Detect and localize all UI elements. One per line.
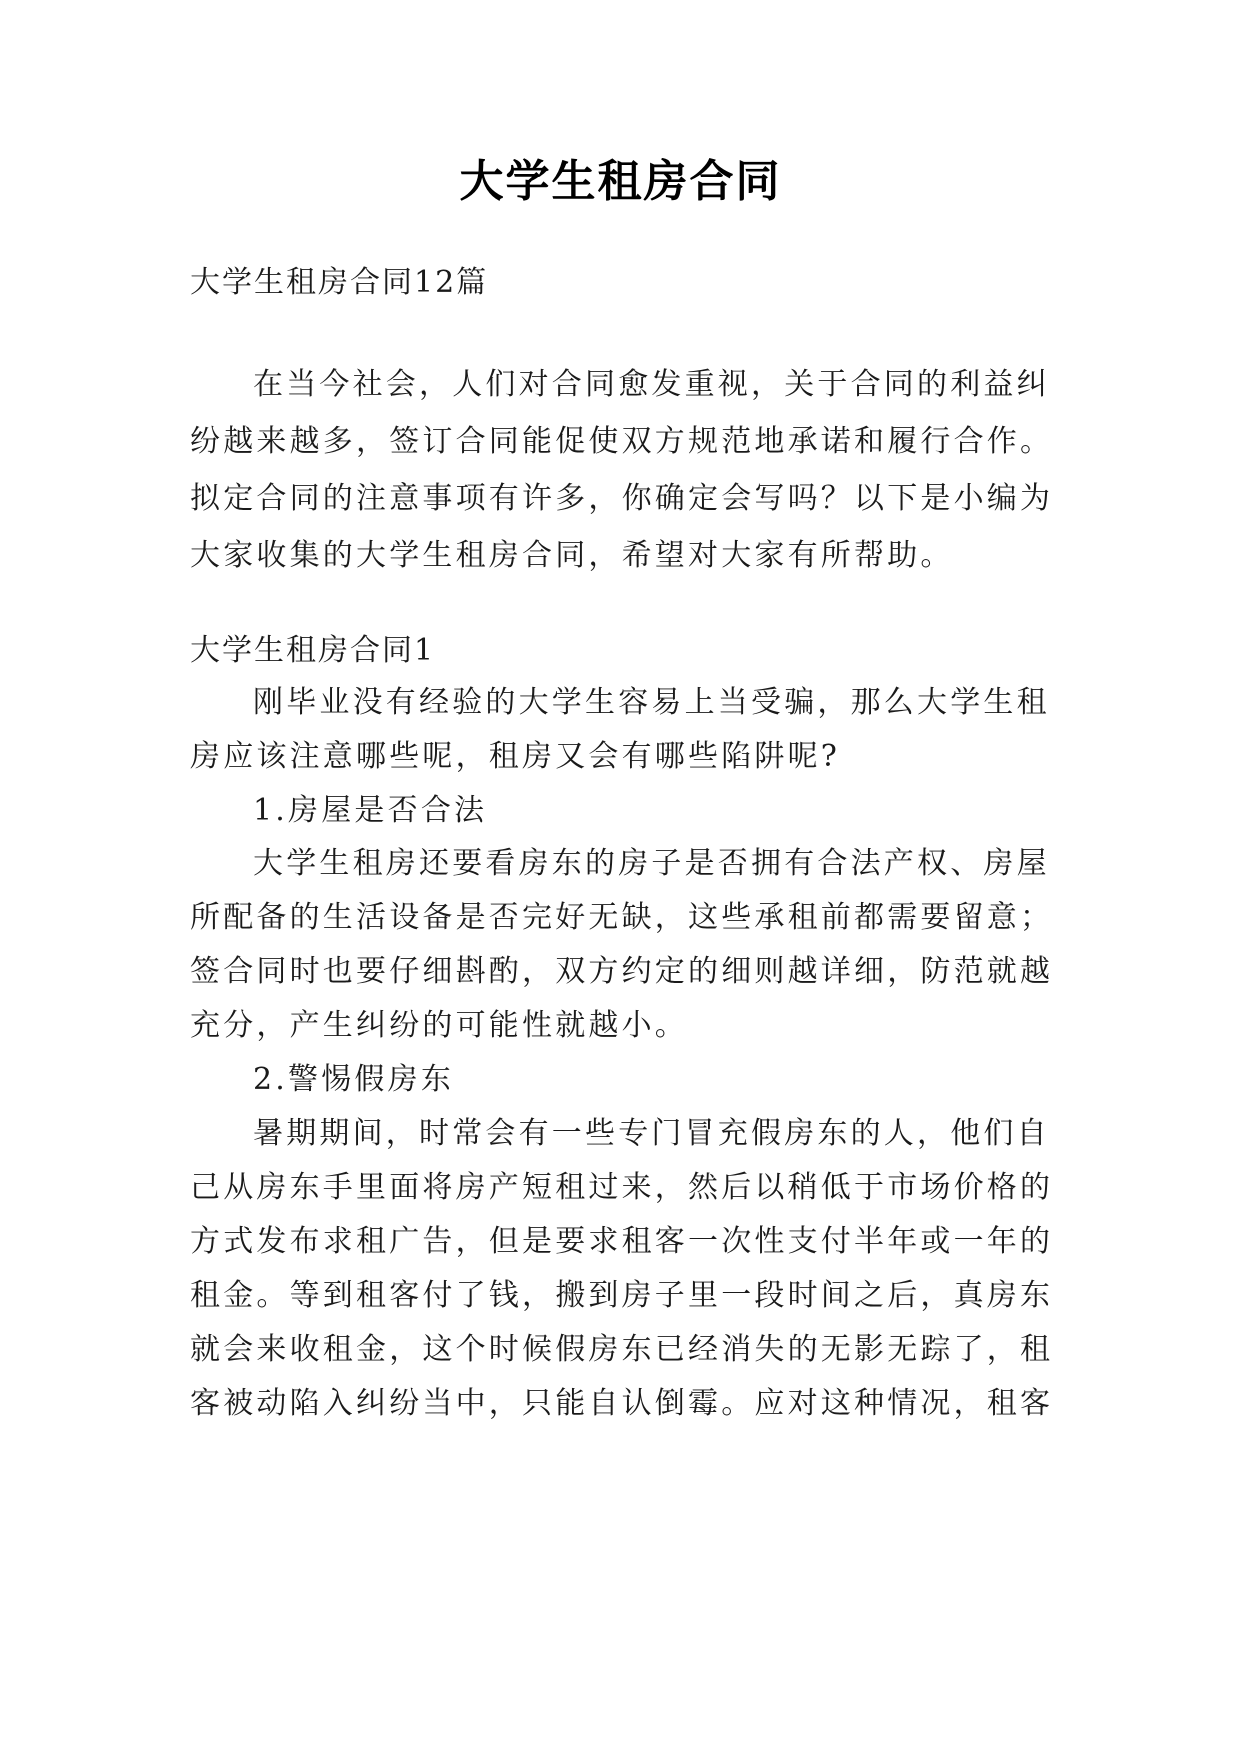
item-heading-1: 1.房屋是否合法: [253, 793, 488, 828]
item1-line-4: 充分，产生纠纷的可能性就越小。: [190, 1008, 688, 1043]
intro-line-2: 纷越来越多，签订合同能促使双方规范地承诺和履行合作。: [190, 424, 1054, 459]
section-para-line-1: 刚毕业没有经验的大学生容易上当受骗，那么大学生租: [253, 685, 1050, 720]
section-heading: 大学生租房合同1: [190, 633, 436, 668]
item2-line-5: 就会来收租金，这个时候假房东已经消失的无影无踪了，租: [190, 1332, 1054, 1367]
intro-line-4: 大家收集的大学生租房合同，希望对大家有所帮助。: [190, 538, 954, 573]
item-heading-2: 2.警惕假房东: [253, 1062, 455, 1097]
intro-line-1: 在当今社会，人们对合同愈发重视，关于合同的利益纠: [253, 367, 1050, 402]
item2-line-1: 暑期期间，时常会有一些专门冒充假房东的人，他们自: [253, 1116, 1050, 1151]
item1-line-3: 签合同时也要仔细斟酌，双方约定的细则越详细，防范就越: [190, 954, 1054, 989]
section-para-line-2: 房应该注意哪些呢，租房又会有哪些陷阱呢?: [190, 739, 841, 774]
item2-line-2: 己从房东手里面将房产短租过来，然后以稍低于市场价格的: [190, 1170, 1054, 1205]
item2-line-3: 方式发布求租广告，但是要求租客一次性支付半年或一年的: [190, 1224, 1054, 1259]
item2-line-4: 租金。等到租客付了钱，搬到房子里一段时间之后，真房东: [190, 1278, 1054, 1313]
item2-line-6: 客被动陷入纠纷当中，只能自认倒霉。应对这种情况，租客: [190, 1386, 1054, 1421]
document-subtitle: 大学生租房合同12篇: [190, 265, 489, 300]
intro-line-3: 拟定合同的注意事项有许多，你确定会写吗？以下是小编为: [190, 481, 1054, 516]
item1-line-2: 所配备的生活设备是否完好无缺，这些承租前都需要留意；: [190, 900, 1054, 935]
item1-line-1: 大学生租房还要看房东的房子是否拥有合法产权、房屋: [253, 846, 1050, 881]
document-title: 大学生租房合同: [459, 156, 782, 207]
